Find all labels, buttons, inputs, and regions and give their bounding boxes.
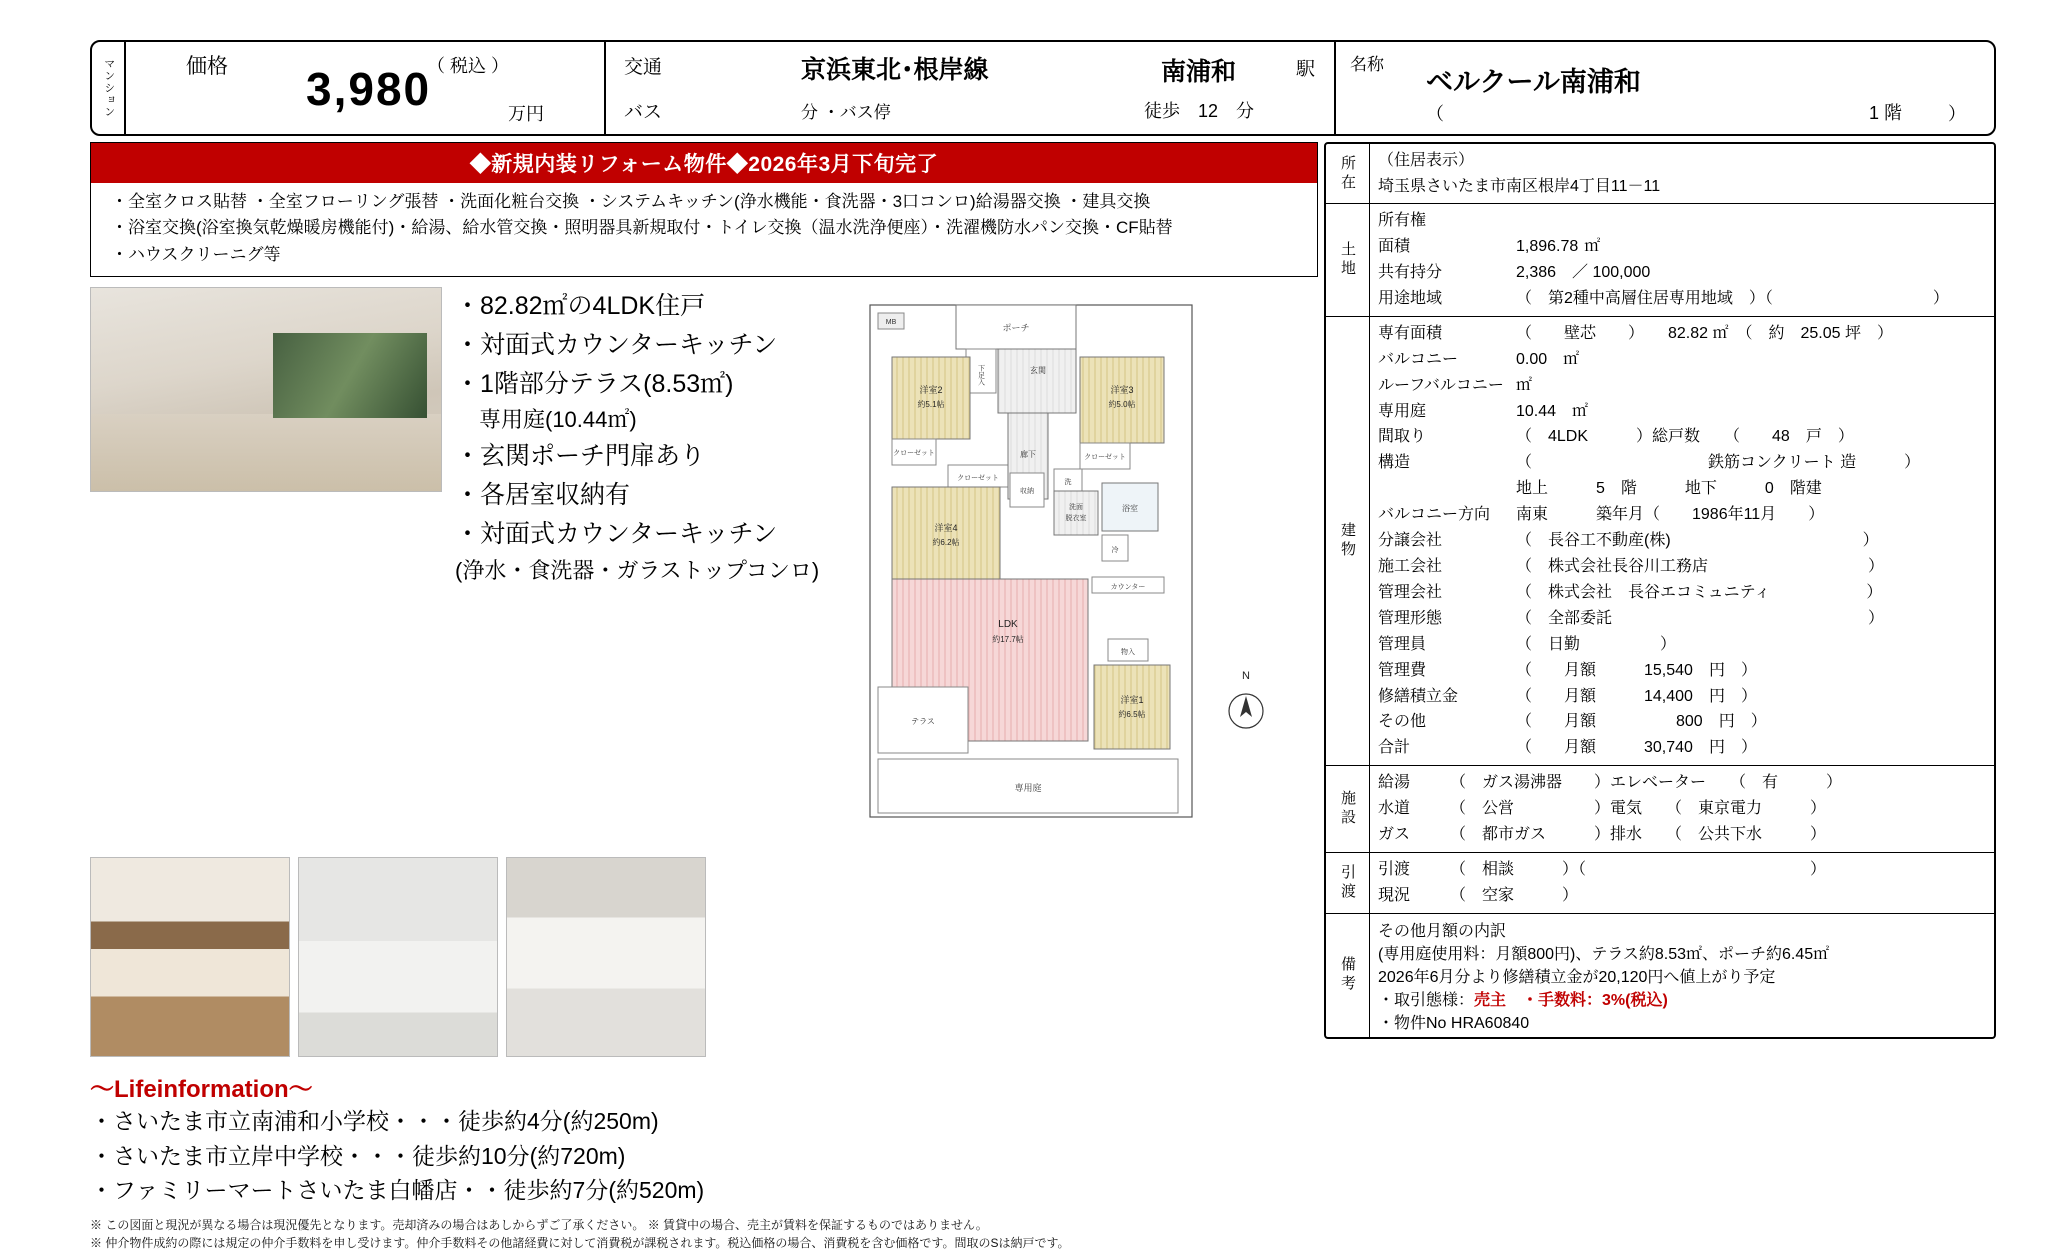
property-type-tab: マンション xyxy=(92,42,126,134)
svg-text:玄関: 玄関 xyxy=(1030,366,1046,376)
svg-text:約5.0帖: 約5.0帖 xyxy=(1108,400,1136,410)
trade-type-line xyxy=(1378,987,1986,1010)
building-line xyxy=(1378,424,1986,450)
handover-value: （ 相談 ）（ ） xyxy=(1450,860,1827,878)
building-value: （ 月額 14,400 円 ） xyxy=(1516,687,1757,705)
disclaimer-line: ※ この図面と現況が異なる場合は現況優先となります。売却済みの場合はあしからずご了承ください。 ※ 賃貸中の場合、売主が賃料を保証するものではありません。 xyxy=(90,1217,988,1232)
building-key: 合計 xyxy=(1378,739,1411,757)
building-line xyxy=(1378,450,1986,476)
svg-text:カウンター: カウンター xyxy=(1110,584,1146,592)
feature-list xyxy=(445,287,848,847)
feature-item: ・82.82㎡の4LDK住戸 xyxy=(455,292,706,321)
name-paren-right: ） xyxy=(1948,104,1966,124)
land-value: 2,386 ／ 100,000 xyxy=(1516,264,1651,281)
building-value: （ 4LDK ）総戸数 （ 48 戸 ） xyxy=(1516,428,1854,446)
building-value: （ 月額 800 円 ） xyxy=(1516,713,1767,731)
bus-label: バス xyxy=(624,102,663,123)
land-row xyxy=(1326,204,1994,317)
handover-value: （ 空家 ） xyxy=(1450,886,1579,904)
building-key: ルーフバルコニー xyxy=(1378,376,1504,394)
svg-text:N: N xyxy=(1242,670,1250,683)
handover-line xyxy=(1378,883,1986,909)
left-column xyxy=(90,142,1318,1252)
remarks-title: その他月額の内訳 xyxy=(1378,922,1507,940)
location-row xyxy=(1326,144,1994,204)
price-unit: 万円 xyxy=(508,104,544,124)
photo-living-room xyxy=(90,287,442,492)
building-key: 専有面積 xyxy=(1378,324,1443,342)
disclaimer-line: ※ 仲介物件成約の際には規定の仲介手数料を申し受けます。仲介手数料その他諸経費に対して消費税が課税されます。税込価格の場合、消費税を含む価格です。間取のSは納戸です。 xyxy=(90,1235,1070,1250)
traffic-cell xyxy=(606,42,1336,134)
traffic-label: 交通 xyxy=(624,57,663,78)
trade-type-value: 売主 ・手数料：3%(税込) xyxy=(1474,991,1668,1009)
building-name: ベルクール南浦和 xyxy=(1426,67,1641,97)
building-line xyxy=(1378,658,1986,684)
building-line xyxy=(1378,632,1986,658)
reform-list xyxy=(91,183,1317,276)
reform-banner: ◆新規内装リフォーム物件◆2026年3月下旬完了 xyxy=(91,143,1317,183)
location-label: 所在 xyxy=(1326,144,1370,203)
location-body xyxy=(1370,144,1994,203)
land-line xyxy=(1378,208,1986,234)
building-key: バルコニー xyxy=(1378,350,1459,368)
building-value: （ 月額 15,540 円 ） xyxy=(1516,661,1757,679)
building-value: （ 日勤 ） xyxy=(1516,635,1677,653)
land-body xyxy=(1370,204,1994,316)
name-label: 名称 xyxy=(1350,55,1384,74)
svg-text:約17.7帖: 約17.7帖 xyxy=(992,635,1024,645)
building-line xyxy=(1378,476,1986,502)
handover-key: 現況 xyxy=(1378,886,1411,904)
svg-text:洋室1: 洋室1 xyxy=(1120,695,1144,706)
building-line xyxy=(1378,709,1986,735)
land-line xyxy=(1378,260,1986,286)
reform-item: ・浴室交換(浴室換気乾燥暖房機能付)・給湯、給水管交換・照明器具新規取付・トイレ交換（温水洗浄便座）・洗濯機防水パン交換・CF貼替 xyxy=(111,218,1173,238)
building-line xyxy=(1378,399,1986,425)
building-key: 修繕積立金 xyxy=(1378,687,1459,705)
svg-text:冷: 冷 xyxy=(1111,547,1119,555)
building-key: 専用庭 xyxy=(1378,402,1427,420)
building-line xyxy=(1378,580,1986,606)
svg-text:テラス: テラス xyxy=(911,717,935,727)
land-key: 共有持分 xyxy=(1378,264,1443,281)
facility-key: 水道 xyxy=(1378,800,1411,818)
svg-text:クローゼット: クローゼット xyxy=(1084,454,1126,462)
feature-item: ・1階部分テラス(8.53㎡) xyxy=(455,369,734,398)
building-line xyxy=(1378,528,1986,554)
floorplan xyxy=(858,287,1318,847)
svg-text:脱衣室: 脱衣室 xyxy=(1065,515,1087,523)
handover-line xyxy=(1378,857,1986,883)
right-column xyxy=(1324,142,1996,1252)
remarks-body xyxy=(1370,914,1994,1037)
svg-text:ポーチ: ポーチ xyxy=(1002,323,1030,334)
facility-value: （ 公営 ）電気 （ 東京電力 ） xyxy=(1450,800,1827,818)
facility-body xyxy=(1370,766,1994,852)
life-info-item: ・ファミリーマートさいたま白幡店・・徒歩約7分(約520m) xyxy=(90,1177,705,1204)
traffic-line-name: 京浜東北･根岸線 xyxy=(801,56,989,84)
building-key: 構造 xyxy=(1378,454,1411,472)
building-key: その他 xyxy=(1378,713,1427,731)
remarks-line: (専用庭使用料：月額800円)、テラス約8.53㎡、ポーチ約6.45㎡ xyxy=(1378,945,1830,963)
property-number: ・物件No HRA60840 xyxy=(1378,1014,1530,1032)
building-value: （ 長谷工不動産(株) ） xyxy=(1516,532,1879,550)
facility-label: 施設 xyxy=(1326,766,1370,852)
photos-and-features xyxy=(90,287,1318,847)
facility-key: ガス xyxy=(1378,826,1411,844)
svg-text:収納: 収納 xyxy=(1020,488,1034,496)
facility-line xyxy=(1378,770,1986,796)
feature-item: ・対面式カウンターキッチン xyxy=(455,519,778,548)
disclaimer xyxy=(90,1216,1318,1252)
svg-text:クローゼット: クローゼット xyxy=(893,450,935,458)
floor-number: 1 階 xyxy=(1868,103,1902,123)
building-value: 0.00 ㎡ xyxy=(1516,350,1580,368)
land-value: （ 第2種中高層住居専用地域 ）（ ） xyxy=(1516,289,1949,307)
building-line xyxy=(1378,606,1986,632)
svg-text:約6.2帖: 約6.2帖 xyxy=(932,538,960,548)
walk-time: 徒歩 12 分 xyxy=(1143,101,1254,121)
compass-icon xyxy=(1229,670,1263,728)
price-tax-note: （ 税込 ） xyxy=(426,56,509,76)
traffic-station-name: 南浦和 xyxy=(1161,58,1237,86)
svg-text:LDK: LDK xyxy=(998,619,1018,631)
svg-text:下足入: 下足入 xyxy=(977,364,985,386)
building-value: （ 月額 30,740 円 ） xyxy=(1516,739,1757,757)
building-line xyxy=(1378,684,1986,710)
feature-item: (浄水・食洗器・ガラストップコンロ) xyxy=(455,557,820,583)
building-key: バルコニー方向 xyxy=(1378,506,1491,524)
building-value: 10.44 ㎡ xyxy=(1516,402,1589,420)
building-key: 管理費 xyxy=(1378,661,1427,679)
building-key: 分譲会社 xyxy=(1378,532,1443,550)
svg-text:洋室2: 洋室2 xyxy=(919,385,943,396)
svg-text:浴室: 浴室 xyxy=(1122,504,1138,514)
svg-text:約6.5帖: 約6.5帖 xyxy=(1118,710,1146,720)
photo-bathroom xyxy=(298,857,498,1057)
building-key: 間取り xyxy=(1378,428,1427,446)
price-label: 価格 xyxy=(186,55,228,78)
facility-key: 給湯 xyxy=(1378,774,1411,792)
land-key: 用途地域 xyxy=(1378,289,1443,307)
remarks-line: 2026年6月分より修繕積立金が20,120円へ値上がり予定 xyxy=(1378,968,1776,986)
svg-text:洋室3: 洋室3 xyxy=(1110,385,1134,396)
building-value: 南東 築年月（ 1986年11月 ） xyxy=(1516,506,1825,524)
feature-item: 専用庭(10.44㎡) xyxy=(479,407,637,433)
life-info-title: ～Lifeinformation～ xyxy=(90,1076,313,1104)
building-line xyxy=(1378,373,1986,399)
feature-item: ・各居室収納有 xyxy=(455,481,631,510)
name-cell xyxy=(1336,42,1994,134)
building-line xyxy=(1378,735,1986,761)
facility-value: （ 都市ガス ）排水 （ 公共下水 ） xyxy=(1450,826,1827,844)
feature-item: ・対面式カウンターキッチン xyxy=(455,330,778,359)
facility-value: （ ガス湯沸器 ）エレベーター （ 有 ） xyxy=(1450,774,1843,792)
reform-item: ・全室クロス貼替 ・全室フローリング張替 ・洗面化粧台交換 ・システムキッチン(浄水機能・食洗器・3口コンロ)給湯器交換 ・建具交換 xyxy=(111,192,1151,211)
building-key: 管理員 xyxy=(1378,635,1427,653)
address-title: （住居表示） xyxy=(1378,152,1475,169)
building-value: （ 株式会社長谷川工務店 ） xyxy=(1516,557,1885,575)
building-line xyxy=(1378,502,1986,528)
handover-body xyxy=(1370,853,1994,913)
reform-item: ・ハウスクリーニグ等 xyxy=(111,244,281,264)
reform-box xyxy=(90,142,1318,277)
price-value: 3,980 xyxy=(306,63,432,115)
building-value: （ 鉄筋コンクリート 造 ） xyxy=(1516,454,1921,472)
address-value: 埼玉県さいたま市南区根岸4丁目11－11 xyxy=(1378,177,1661,195)
traffic-station-suffix: 駅 xyxy=(1296,59,1316,80)
photo-kitchen xyxy=(90,857,290,1057)
photo-row xyxy=(90,857,1318,1057)
building-line xyxy=(1378,554,1986,580)
svg-text:専用庭: 専用庭 xyxy=(1014,783,1042,794)
svg-text:洗面: 洗面 xyxy=(1069,504,1083,512)
facility-line xyxy=(1378,796,1986,822)
building-key: 管理会社 xyxy=(1378,583,1443,601)
land-key: 面積 xyxy=(1378,238,1411,256)
svg-text:約5.1帖: 約5.1帖 xyxy=(917,400,945,410)
handover-key: 引渡 xyxy=(1378,860,1411,878)
building-line xyxy=(1378,347,1986,373)
details-table xyxy=(1324,142,1996,1039)
land-line xyxy=(1378,234,1986,260)
life-info-item: ・さいたま市立南浦和小学校・・・徒歩約4分(約250m) xyxy=(90,1108,659,1135)
facility-row xyxy=(1326,766,1994,853)
building-key: 管理形態 xyxy=(1378,609,1443,627)
header-bar xyxy=(90,40,1996,136)
land-line xyxy=(1378,286,1986,312)
building-line xyxy=(1378,321,1986,347)
body-wrap xyxy=(90,142,1996,1252)
building-value: （ 壁芯 ） 82.82 ㎡ （ 約 25.05 坪 ） xyxy=(1516,324,1893,342)
trade-type-prefix: ・取引態様： xyxy=(1378,991,1475,1009)
land-value: 1,896.78 ㎡ xyxy=(1516,238,1601,256)
price-cell xyxy=(126,42,606,134)
photo-column xyxy=(90,287,445,847)
facility-line xyxy=(1378,822,1986,848)
bus-stop-value: 分 ・バス停 xyxy=(801,103,891,122)
svg-text:洋室4: 洋室4 xyxy=(934,523,958,534)
building-value: ㎡ xyxy=(1516,376,1533,394)
handover-label: 引渡 xyxy=(1326,853,1370,913)
land-label: 土地 xyxy=(1326,204,1370,316)
name-paren-left: （ xyxy=(1426,104,1444,124)
svg-text:クローゼット: クローゼット xyxy=(957,475,999,483)
building-label: 建物 xyxy=(1326,317,1370,765)
photo-vanity xyxy=(506,857,706,1057)
building-key: 施工会社 xyxy=(1378,557,1443,575)
life-information xyxy=(90,1069,1318,1208)
remarks-label: 備考 xyxy=(1326,914,1370,1037)
life-info-item: ・さいたま市立岸中学校・・・徒歩約10分(約720m) xyxy=(90,1142,626,1169)
building-value: 地上 5 階 地下 0 階建 xyxy=(1516,480,1822,498)
building-body xyxy=(1370,317,1994,765)
svg-text:廊下: 廊下 xyxy=(1020,450,1036,460)
building-value: （ 株式会社 長谷エコミュニティ ） xyxy=(1516,583,1883,601)
handover-row xyxy=(1326,853,1994,914)
feature-item: ・玄関ポーチ門扉あり xyxy=(455,442,706,471)
building-value: （ 全部委託 ） xyxy=(1516,609,1885,627)
building-row xyxy=(1326,317,1994,766)
svg-text:物入: 物入 xyxy=(1121,649,1135,657)
svg-text:MB: MB xyxy=(885,319,897,327)
land-key: 所有権 xyxy=(1378,212,1427,230)
svg-text:洗: 洗 xyxy=(1064,479,1072,487)
remarks-row xyxy=(1326,914,1994,1037)
